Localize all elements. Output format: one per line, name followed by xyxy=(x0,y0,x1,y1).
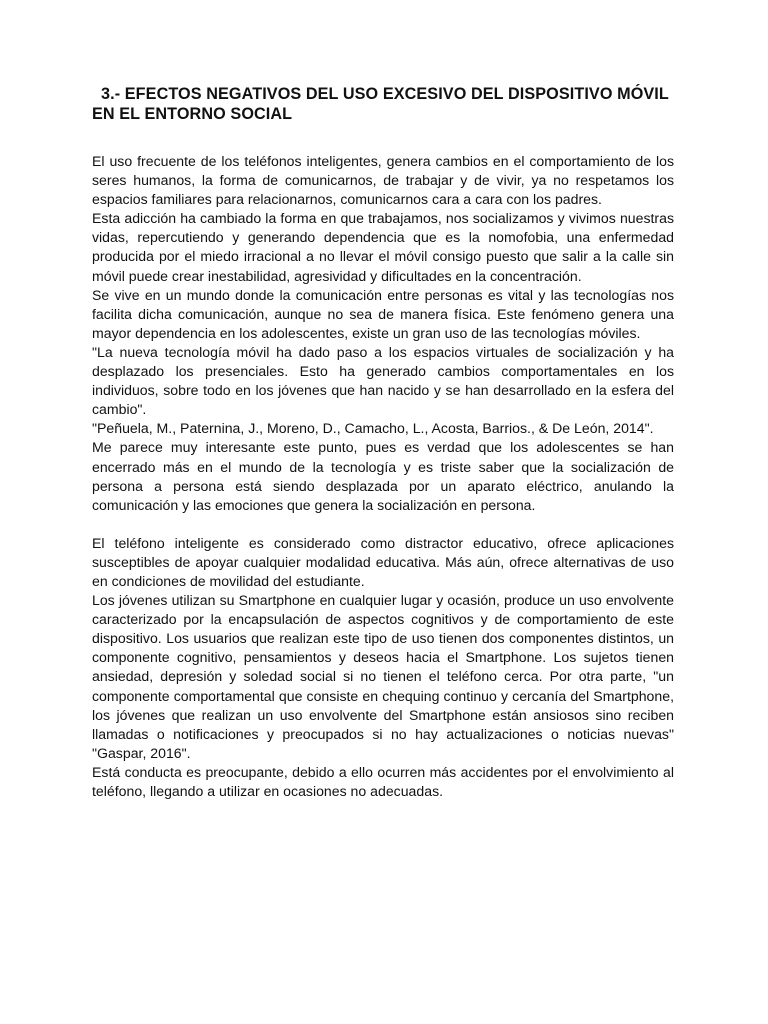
paragraph: El teléfono inteligente es considerado como distractor educativo, ofrece aplicaciones susceptibles de apoyar cualquier modalidad educativa. Más aún, ofrece alternativas de uso en condiciones de movilidad del estudiante. xyxy=(92,534,674,589)
quote-paragraph: "La nueva tecnología móvil ha dado paso a los espacios virtuales de socialización y ha desplazado los presenciales. Esto ha generado cambios comportamentales en los individuos, sobre todo en los jóvenes que han nacido y se han desarrollado en la esfera del cambio". xyxy=(92,343,674,418)
paragraph-spacer xyxy=(92,515,674,534)
citation-paragraph: "Peñuela, M., Paternina, J., Moreno, D., Camacho, L., Acosta, Barrios., & De León, 2014". xyxy=(92,420,654,437)
paragraph: Esta adicción ha cambiado la forma en que trabajamos, nos socializamos y vivimos nuestras vidas, repercutiendo y generando dependencia que es la nomofobia, una enfermedad producida por el miedo irracional a no llevar el móvil consigo puesto que salir a la calle sin móvil puede crear inestabilidad, agresividad y dificultades en la concentración. xyxy=(92,210,674,284)
paragraph: Me parece muy interesante este punto, pues es verdad que los adolescentes se han encerrado más en el mundo de la tecnología y es triste saber que la socialización de persona a persona está siendo desplazada por un aparato eléctrico, anulando la comunicación y las emociones que genera la socialización en persona. xyxy=(92,439,674,513)
paragraph: Está conducta es preocupante, debido a ello ocurren más accidentes por el envolvimiento al teléfono, llegando a utilizar en ocasiones no adecuadas. xyxy=(92,763,674,799)
paragraph: Se vive en un mundo donde la comunicación entre personas es vital y las tecnologías nos facilita dicha comunicación, aunque no sea de manera física. Este fenómeno genera una mayor dependencia en los adolescentes, existe un gran uso de las tecnologías móviles. xyxy=(92,286,674,341)
document-body xyxy=(92,84,674,801)
paragraph: Los jóvenes utilizan su Smartphone en cualquier lugar y ocasión, produce un uso envolvente caracterizado por la encapsulación de aspectos cognitivos y de comportamiento de este dispositivo. Los usuarios que realizan este tipo de uso tienen dos componentes distintos, un componente cognitivo, pensamientos y deseos hacia el Smartphone. Los sujetos tienen ansiedad, depresión y soledad social si no tienen el teléfono cerca. Por otra parte, "un componente comportamental que consiste en chequing continuo y cercanía del Smartphone, los jóvenes que realizan un uso envolvente del Smartphone están ansiosos sino reciben llamadas o notificaciones y preocupados si no hay actualizaciones o noticias nuevas" "Gaspar, 2016". xyxy=(92,592,674,761)
document-title: 3.- EFECTOS NEGATIVOS DEL USO EXCESIVO DEL DISPOSITIVO MÓVIL EN EL ENTORNO SOCIAL xyxy=(92,85,669,123)
paragraph: El uso frecuente de los teléfonos inteligentes, genera cambios en el comportamiento de los seres humanos, la forma de comunicarnos, de trabajar y de vivir, ya no respetamos los espacios familiares para relacionarnos, comunicarnos cara a cara con los padres. xyxy=(92,153,674,208)
